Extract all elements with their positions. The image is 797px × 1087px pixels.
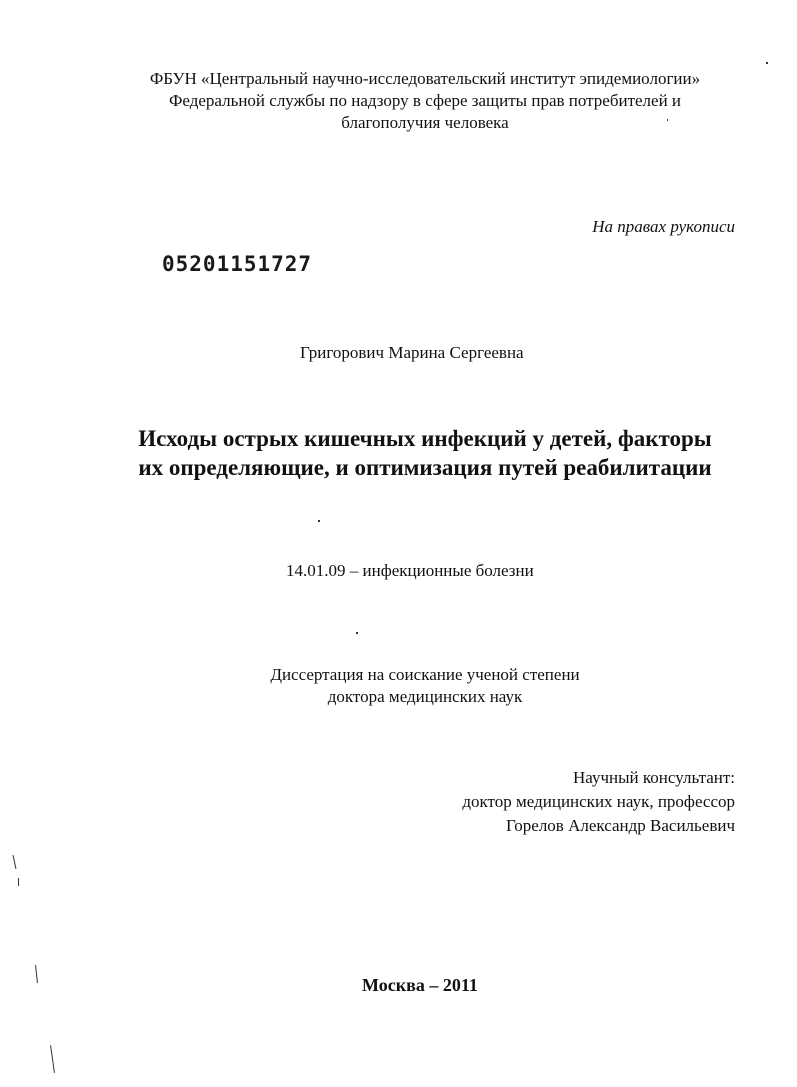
advisor-name: Горелов Александр Васильевич — [505, 816, 735, 835]
dissertation-title — [20, 424, 797, 482]
scan-mark — [13, 855, 17, 869]
specialty-code: 14.01.09 – инфекционные болезни — [286, 561, 534, 580]
scan-mark — [18, 878, 19, 886]
degree-line-1: Диссертация на соискание ученой степени — [270, 665, 580, 684]
degree-line-2: доктора медицинских наук — [327, 687, 523, 706]
advisor-credentials: доктор медицинских наук, профессор — [462, 792, 735, 811]
organization-header — [40, 68, 797, 134]
scan-speck — [667, 119, 668, 121]
scan-mark — [50, 1045, 55, 1073]
advisor-label: Научный консультант: — [573, 768, 735, 787]
scan-mark — [35, 965, 38, 983]
city-year: Москва – 2011 — [362, 975, 478, 995]
serial-number-stamp: 05201151727 — [162, 252, 313, 276]
title-line-2: их определяющие, и оптимизация путей реабилитации — [138, 455, 712, 480]
title-line-1: Исходы острых кишечных инфекций у детей, факторы — [138, 426, 712, 451]
scan-speck — [766, 62, 768, 64]
organization-line-3: благополучия человека — [341, 113, 509, 132]
organization-line-2: Федеральной службы по надзору в сфере защиты прав потребителей и — [168, 91, 682, 110]
degree-statement — [240, 664, 610, 708]
author-name: Григорович Марина Сергеевна — [300, 343, 524, 362]
organization-line-1: ФБУН «Центральный научно-исследовательский институт эпидемиологии» — [149, 69, 701, 88]
scan-speck — [318, 520, 320, 522]
scientific-advisor — [462, 766, 735, 838]
scan-speck — [356, 632, 358, 634]
manuscript-note: На правах рукописи — [592, 217, 735, 236]
